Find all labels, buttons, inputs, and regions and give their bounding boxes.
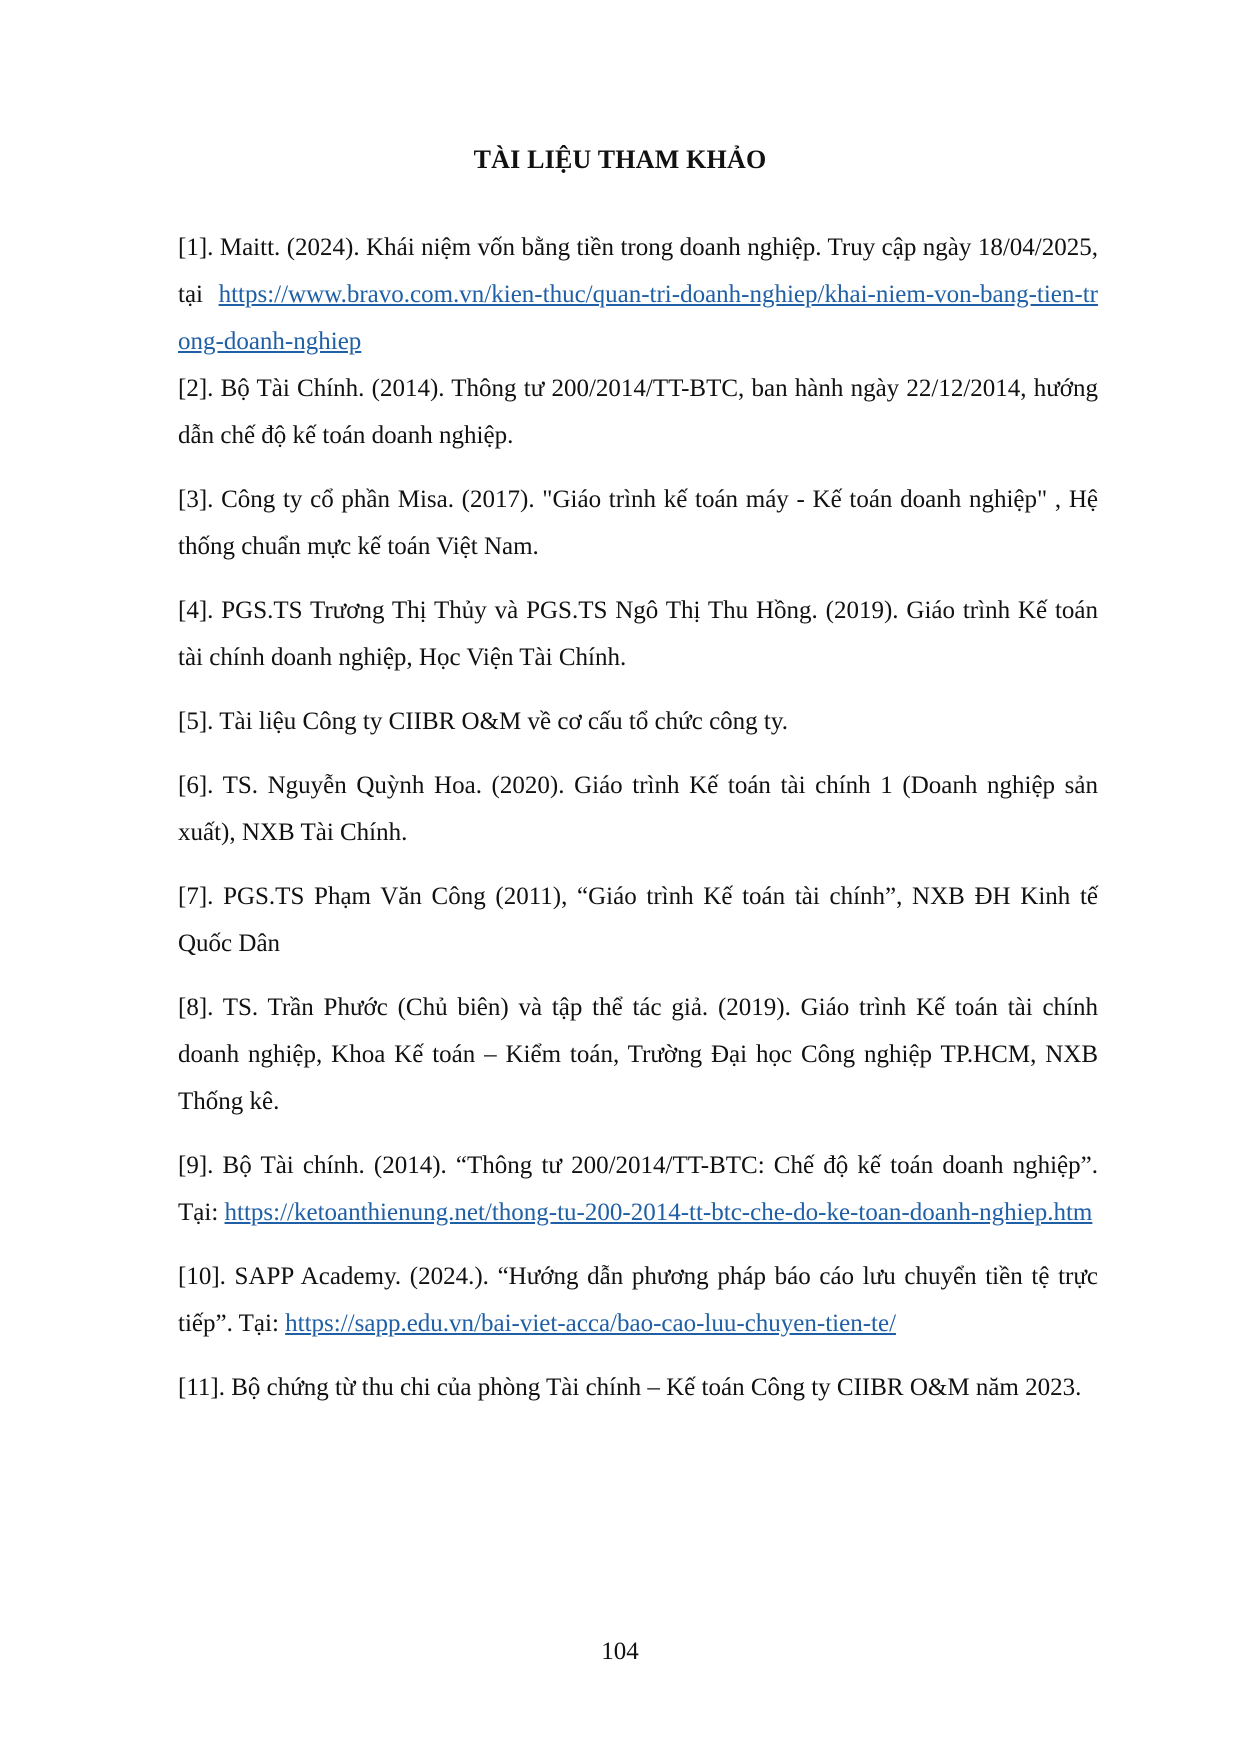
reference-text: [8]. TS. Trần Phước (Chủ biên) và tập thể tác giả. (2019). Giáo trình Kế toán tài chính doanh nghiệp, Khoa Kế toán – Kiểm toán, Trường Đại học Công nghiệp TP.HCM, NXB Thống kê. [178,994,1098,1115]
reference-item-3 [178,476,1098,570]
reference-text: [6]. TS. Nguyễn Quỳnh Hoa. (2020). Giáo trình Kế toán tài chính 1 (Doanh nghiệp sản xuất), NXB Tài Chính. [178,772,1098,846]
reference-item-4 [178,587,1098,681]
reference-item-6 [178,762,1098,856]
reference-text: [10]. SAPP Academy. (2024.). “Hướng dẫn phương pháp báo cáo lưu chuyển tiền tệ trực tiếp”. Tại: [178,1263,1098,1337]
page-number: 104 [601,1638,639,1665]
reference-link[interactable]: https://sapp.edu.vn/bai-viet-acca/bao-cao-luu-chuyen-tien-te/ [285,1310,897,1337]
reference-item-5 [178,698,1098,745]
reference-text: [4]. PGS.TS Trương Thị Thủy và PGS.TS Ngô Thị Thu Hồng. (2019). Giáo trình Kế toán tài chính doanh nghiệp, Học Viện Tài Chính. [178,597,1098,671]
reference-item-2 [178,365,1098,459]
reference-link[interactable]: https://www.bravo.com.vn/kien-thuc/quan-tri-doanh-nghiep/khai-niem-von-bang-tien-trong-doanh-nghiep [178,281,1098,355]
reference-item-11 [178,1364,1098,1411]
reference-text: [11]. Bộ chứng từ thu chi của phòng Tài chính – Kế toán Công ty CIIBR O&M năm 2023. [178,1374,1082,1401]
reference-text: [3]. Công ty cổ phần Misa. (2017). "Giáo trình kế toán máy - Kế toán doanh nghiệp" , Hệ thống chuẩn mực kế toán Việt Nam. [178,486,1098,560]
reference-item-1 [178,224,1098,365]
reference-link[interactable]: https://ketoanthienung.net/thong-tu-200-2014-tt-btc-che-do-ke-toan-doanh-nghiep.htm [224,1199,1093,1226]
reference-item-10 [178,1253,1098,1347]
reference-text: [7]. PGS.TS Phạm Văn Công (2011), “Giáo trình Kế toán tài chính”, NXB ĐH Kinh tế Quốc Dân [178,883,1098,957]
reference-list [178,224,1098,1428]
reference-text: [1]. Maitt. (2024). Khái niệm vốn bằng tiền trong doanh nghiệp. Truy cập ngày 18/04/2025, tại [178,234,1098,308]
reference-text: [5]. Tài liệu Công ty CIIBR O&M về cơ cấu tổ chức công ty. [178,708,788,735]
reference-text: [2]. Bộ Tài Chính. (2014). Thông tư 200/2014/TT-BTC, ban hành ngày 22/12/2014, hướng dẫn chế độ kế toán doanh nghiệp. [178,375,1098,449]
page-title: TÀI LIỆU THAM KHẢO [473,145,767,174]
reference-item-8 [178,984,1098,1125]
reference-item-9 [178,1142,1098,1236]
reference-text: [9]. Bộ Tài chính. (2014). “Thông tư 200/2014/TT-BTC: Chế độ kế toán doanh nghiệp”. Tại: [178,1152,1098,1226]
reference-item-7 [178,873,1098,967]
